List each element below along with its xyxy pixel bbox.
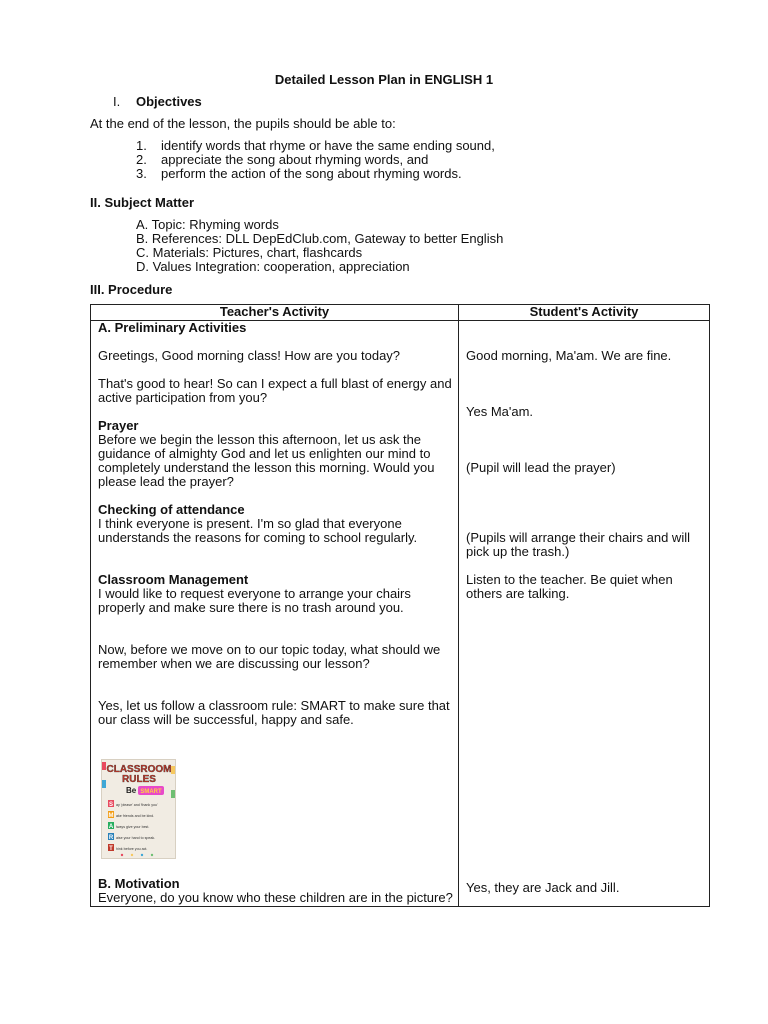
prayer-heading: Prayer bbox=[98, 418, 139, 433]
student-activity-header: Student's Activity bbox=[459, 305, 710, 321]
subject-matter-list bbox=[136, 218, 503, 274]
poster-letter-m: M bbox=[108, 813, 114, 819]
teacher-activity-header: Teacher's Activity bbox=[91, 305, 459, 321]
poster-title-line1: CLASSROOM bbox=[106, 764, 172, 775]
attendance-heading: Checking of attendance bbox=[98, 502, 245, 517]
classroom-rules-poster bbox=[101, 759, 176, 859]
subject-item: B. References: DLL DepEdClub.com, Gateway to better English bbox=[136, 231, 504, 246]
procedure-heading: III. Procedure bbox=[90, 282, 173, 297]
teacher-activity-cell bbox=[91, 321, 459, 907]
student-chairs: (Pupils will arrange their chairs and will pick up the trash.) bbox=[466, 530, 690, 559]
poster-be: Be bbox=[126, 786, 137, 795]
poster-rule-s: ay 'please' and 'thank you' bbox=[116, 803, 158, 807]
objectives-intro: At the end of the lesson, the pupils should be able to: bbox=[90, 116, 396, 131]
poster-letter-r: R bbox=[108, 835, 114, 841]
management-text: I would like to request everyone to arrange your chairs properly and make sure there is no trash around you. bbox=[98, 586, 411, 615]
poster-title-line2: RULES bbox=[122, 774, 156, 785]
greeting-text: Greetings, Good morning class! How are you today? bbox=[98, 348, 401, 363]
management-heading: Classroom Management bbox=[98, 572, 249, 587]
subject-item: C. Materials: Pictures, chart, flashcards bbox=[136, 245, 363, 260]
motivation-heading: B. Motivation bbox=[98, 876, 180, 891]
objectives-title: Objectives bbox=[136, 94, 202, 109]
student-jack-jill: Yes, they are Jack and Jill. bbox=[466, 880, 620, 895]
student-greeting: Good morning, Ma'am. We are fine. bbox=[466, 348, 672, 363]
student-activity-cell bbox=[459, 321, 710, 907]
objectives-number: I. bbox=[113, 94, 121, 109]
subject-matter-heading: II. Subject Matter bbox=[90, 195, 195, 210]
poster-graphic bbox=[102, 760, 175, 858]
poster-smart: SMART bbox=[140, 789, 162, 795]
student-prayer: (Pupil will lead the prayer) bbox=[466, 460, 616, 475]
motivation-text: Everyone, do you know who these children are in the picture? bbox=[98, 890, 453, 905]
document-title: Detailed Lesson Plan in ENGLISH 1 bbox=[274, 72, 494, 87]
procedure-table bbox=[90, 304, 710, 907]
subject-item: D. Values Integration: cooperation, appreciation bbox=[136, 259, 410, 274]
lesson-plan-page: Detailed Lesson Plan in ENGLISH 1 I. Objectives At the end of the lesson, the pupils should be able to: 1. identify words that rhyme or have the same ending sound, 2. appreciate the song about rhyming words, and 3. perform the action of the song about rhyming words. II. Subject Matter A. Topic: Rhyming words B. References: DLL DepEdClub.com, Gateway to better English C. Materials: Pictures, chart, flashcards D. Values Integration: cooperation, appreciation III. Procedure Teacher's Activity Student's Activity A. Preliminary Activities Greetings, Good morning class! How are you today? That's good to hear! So can I expect a full blast of energy and active participation from you? Prayer Before we begin the lesson this afternoon, let us ask the guidance of almighty God and let us enlighten our mind to completely understand the lesson this morning. Would you please lead the prayer? Checking of attendance I think everyone is present. I'm so glad that everyone understands the reasons for coming to school regularly. Classroom Management I would like to request everyone to arrange your chairs properly and make sure there is no trash around you. Now, before we move on to our topic today, what should we remember when we are discussing our lesson? Yes, let us follow a classroom rule: SMART to make sure that our class will be successful, happy and safe. CLASSROOM RULES Be SMART S ay 'please' and 'thank you' M ake friends and be kind. A lways give your best. R aise your hand to speak. T hink before you act. B. Motivation Everyone, do you know who these children are in the picture? Good morning, Ma'am. We are fine. Yes Ma'am. (Pupil will lead the prayer) (Pupils will arrange their chairs and will pick up the trash.) Listen to the teacher. Be quiet when others are talking. Yes, they are Jack and Jill. bbox=[0, 0, 768, 1024]
poster-letter-s: S bbox=[108, 802, 114, 808]
poster-rule-a: lways give your best. bbox=[116, 825, 150, 829]
student-listen: Listen to the teacher. Be quiet when others are talking. bbox=[466, 572, 673, 601]
poster-rule-m: ake friends and be kind. bbox=[116, 814, 155, 818]
student-yes: Yes Ma'am. bbox=[466, 404, 534, 419]
attendance-text: I think everyone is present. I'm so glad that everyone understands the reasons for coming to school regularly. bbox=[98, 516, 418, 545]
poster-letter-a: A bbox=[108, 824, 114, 830]
remember-text: Now, before we move on to our topic today, what should we remember when we are discussing our lesson? bbox=[98, 642, 441, 671]
poster-rule-t: hink before you act. bbox=[116, 847, 148, 851]
subject-item: A. Topic: Rhyming words bbox=[136, 217, 279, 232]
smart-rule-text: Yes, let us follow a classroom rule: SMART to make sure that our class will be successful, happy and safe. bbox=[98, 698, 450, 727]
blast-text: That's good to hear! So can I expect a full blast of energy and active participation from you? bbox=[98, 376, 452, 405]
preliminary-heading: A. Preliminary Activities bbox=[98, 320, 247, 335]
poster-rule-r: aise your hand to speak. bbox=[116, 836, 156, 840]
prayer-text: Before we begin the lesson this afternoon, let us ask the guidance of almighty God and let us enlighten our mind to completely understand the lesson this morning. Would you please lead the prayer? bbox=[98, 432, 435, 489]
poster-letter-t: T bbox=[109, 846, 113, 852]
